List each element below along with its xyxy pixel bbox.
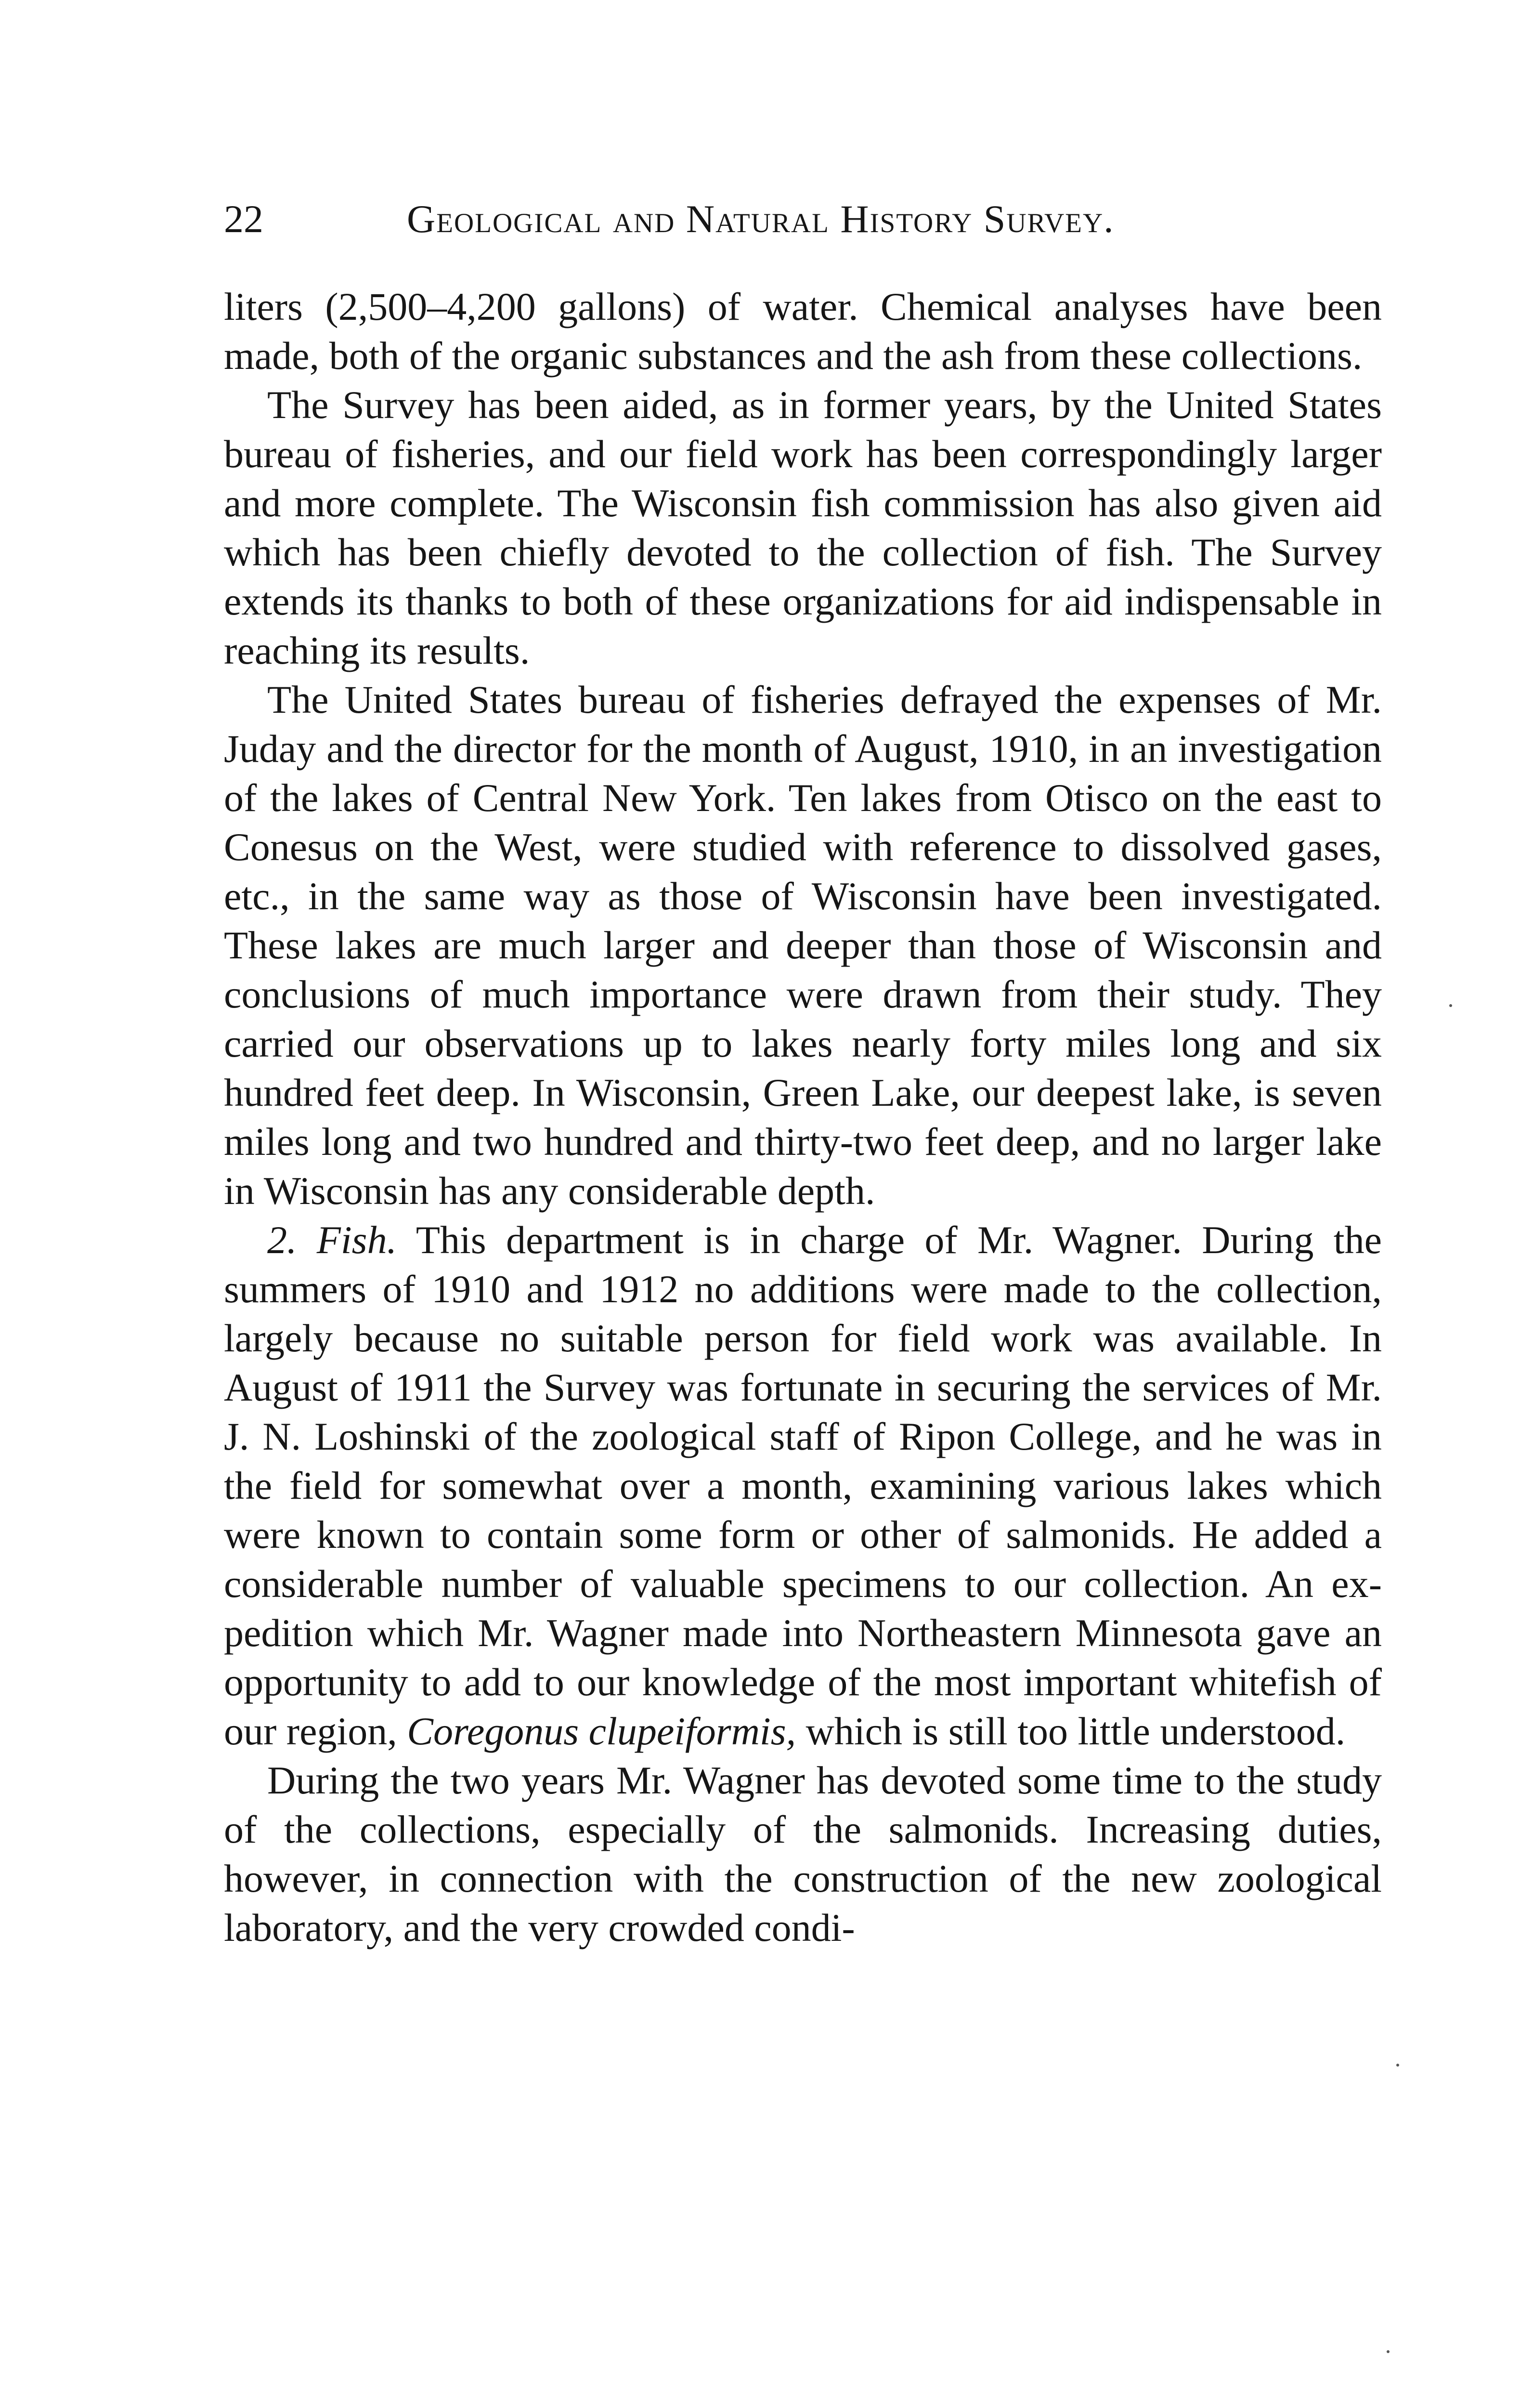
- paragraph-4-text-before: This department is in charge of Mr. Wagner. During the summers of 1910 and 1912 no additions were made to the collection, largely because no suitable person for field work was available. In August of 1911 the Survey was fortunate in securing the services of Mr. J. N. Loshinski of the zoological staff of Ripon College, and he was in the field for somewhat over a month, examining various lakes which were known to contain some form or other of salmonids. He added a considerable number of valuable specimens to our collection. An expedition which Mr. Wagner made into Northeastern Minnesota gave an opportunity to add to our knowledge of the most important whitefish of our region,: [224, 1218, 1382, 1753]
- running-title: Geological and Natural History Survey.: [407, 197, 1115, 241]
- scan-speck: [1396, 2064, 1399, 2067]
- section-label-fish: 2. Fish.: [267, 1218, 397, 1262]
- paragraph-3: The United States bureau of fisheries defrayed the expenses of Mr. Juday and the director for the month of August, 1910, in an investigation of the lakes of Central New York. Ten lakes from Otisco on the east to Conesus on the West, were studied with reference to dissolved gases, etc., in the same way as those of Wisconsin have been investigated. These lakes are much larger and deeper than those of Wisconsin and conclusions of much importance were drawn from their study. They carried our observations up to lakes nearly forty miles long and six hundred feet deep. In Wisconsin, Green Lake, our deepest lake, is seven miles long and two hundred and thirty-two feet deep, and no larger lake in Wisconsin has any considerable depth.: [224, 678, 1382, 1213]
- page-number: 22: [224, 197, 263, 241]
- species-name: Coregonus clupeiformis,: [407, 1709, 796, 1753]
- scan-speck: [1449, 1004, 1452, 1007]
- body-text: [224, 282, 1382, 1952]
- paragraph-5: During the two years Mr. Wagner has devoted some time to the study of the collections, especially of the salmonids. Increasing duties, however, in connection with the construction of the new zoological laboratory, and the very crowded condi-: [224, 1758, 1382, 1950]
- paragraph-1: liters (2,500–4,200 gallons) of water. Chemical analyses have been made, both of the organic substances and the ash from these collections.: [224, 285, 1382, 378]
- running-header: [224, 185, 1206, 253]
- paragraph-2: The Survey has been aided, as in former years, by the United States bureau of fisheries, and our field work has been correspondingly larger and more complete. The Wisconsin fish commission has also given aid which has been chiefly devoted to the collection of fish. The Survey extends its thanks to both of these organizations for aid indispensable in reaching its results.: [224, 383, 1382, 672]
- scan-speck: [1387, 2350, 1390, 2353]
- paragraph-4-text-after: which is still too little understood.: [805, 1709, 1346, 1753]
- paragraph-4: [224, 1216, 1382, 1756]
